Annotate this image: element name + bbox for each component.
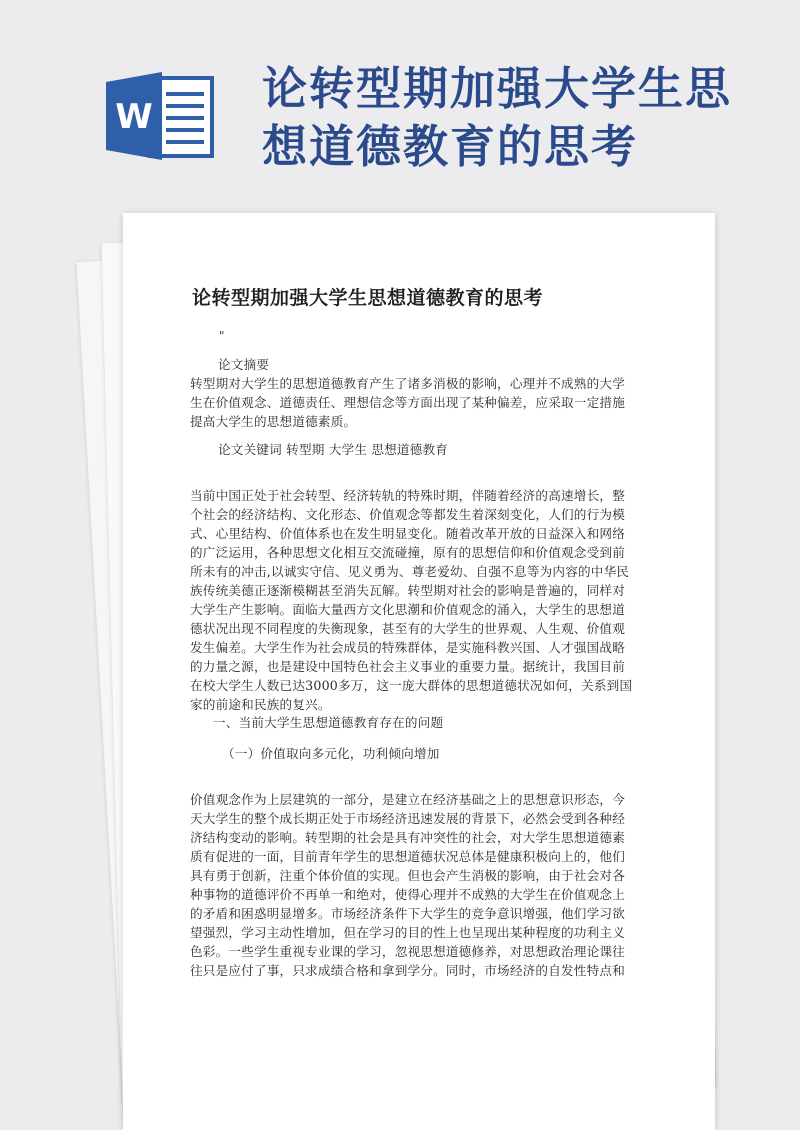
body-line: 价值观念作为上层建筑的一部分，是建立在经济基础之上的思想意识形态，今 [190, 792, 625, 807]
intro-line: 当前中国正处于社会转型、经济转轨的特殊时期，伴随着经济的高速增长，整 [190, 488, 625, 503]
tick-mark: " [219, 329, 225, 343]
word-line-1 [166, 92, 204, 96]
intro-line: 德状况出现不同程度的失衡现象，甚至有的大学生的世界观、人生观、价值观 [190, 621, 625, 636]
body-line: 种事物的道德评价不再单一和绝对，使得心理并不成熟的大学生在价值观念上 [190, 887, 625, 902]
intro-line: 在校大学生人数已达3000多万，这一庞大群体的思想道德状况如何，关系到国 [190, 678, 633, 693]
abstract-paragraph [190, 374, 638, 431]
intro-line: 发生偏差。大学生作为社会成员的特殊群体，是实施科教兴国、人才强国战略 [190, 640, 625, 655]
body-line: 具有勇于创新，注重个体价值的实现。但也会产生消极的影响，由于社会对各 [190, 868, 625, 883]
word-line-4 [166, 128, 204, 132]
section-heading-1: 一、当前大学生思想道德教育存在的问题 [213, 715, 444, 730]
header-title-line-2: 想道德教育的思考 [262, 120, 639, 173]
word-letter: W [115, 97, 153, 137]
intro-line: 的广泛运用，各种思想文化相互交流碰撞，原有的思想信仰和价值观念受到前 [190, 545, 625, 560]
intro-paragraph [190, 486, 638, 714]
abstract-line: 生在价值观念、道德责任、理想信念等方面出现了某种偏差，应采取一定措施 [190, 395, 625, 410]
abstract-label: 论文摘要 [218, 357, 270, 372]
abstract-line: 提高大学生的思想道德素质。 [190, 414, 357, 429]
body-line: 往只是应付了事，只求成绩合格和拿到学分。同时，市场经济的自发性特点和 [190, 963, 625, 978]
body-paragraph [190, 790, 638, 980]
document-title: 论转型期加强大学生思想道德教育的思考 [192, 287, 544, 309]
body-line: 色彩。一些学生重视专业课的学习，忽视思想道德修养，对思想政治理论课往 [190, 944, 625, 959]
document-page [123, 213, 715, 1130]
word-line-5 [166, 140, 204, 144]
body-line: 济结构变动的影响。转型期的社会是具有冲突性的社会，对大学生思想道德素 [190, 830, 625, 845]
subsection-heading-1: （一）价值取向多元化，功利倾向增加 [222, 746, 440, 761]
body-line: 质有促进的一面，目前青年学生的思想道德状况总体是健康积极向上的，他们 [190, 849, 625, 864]
word-line-3 [166, 116, 204, 120]
intro-line: 大学生产生影响。面临大量西方文化思潮和价值观念的涌入，大学生的思想道 [190, 602, 625, 617]
keywords-line: 论文关键词 转型期 大学生 思想道德教育 [218, 442, 449, 457]
header-title-line-1: 论转型期加强大学生思 [262, 62, 733, 115]
body-line: 的矛盾和困惑明显增多。市场经济条件下大学生的竞争意识增强，他们学习欲 [190, 906, 625, 921]
abstract-line: 转型期对大学生的思想道德教育产生了诸多消极的影响，心理并不成熟的大学 [190, 376, 625, 391]
word-document-icon [106, 72, 214, 160]
intro-line: 族传统美德正逐渐模糊甚至消失瓦解。转型期对社会的影响是普遍的，同样对 [190, 583, 625, 598]
word-line-2 [166, 104, 204, 108]
intro-line: 所未有的冲击,以诚实守信、见义勇为、尊老爱幼、自强不息等为内容的中华民 [190, 564, 630, 579]
intro-line: 的力量之源，也是建设中国特色社会主义事业的重要力量。据统计，我国目前 [190, 659, 625, 674]
body-line: 天大学生的整个成长期正处于市场经济迅速发展的背景下，必然会受到各种经 [190, 811, 625, 826]
header-title [262, 60, 782, 176]
body-line: 望强烈，学习主动性增加，但在学习的目的性上也呈现出某种程度的功利主义 [190, 925, 625, 940]
intro-line: 式、心里结构、价值体系也在发生明显变化。随着改革开放的日益深入和网络 [190, 526, 625, 541]
intro-line: 家的前途和民族的复兴。 [190, 697, 331, 712]
intro-line: 个社会的经济结构、文化形态、价值观念等都发生着深刻变化，人们的行为模 [190, 507, 625, 522]
